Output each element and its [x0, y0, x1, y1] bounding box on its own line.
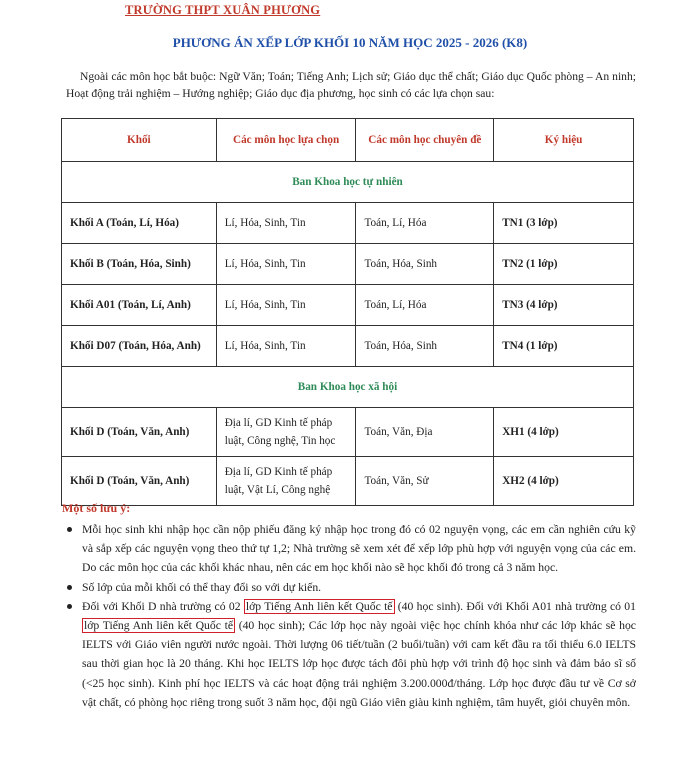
table-row [62, 457, 634, 506]
header-ky-hieu: Ký hiệu [494, 119, 634, 162]
highlight-box-intl-class: lớp Tiếng Anh liên kết Quốc tế [245, 599, 393, 613]
table-row [62, 408, 634, 457]
ky-hieu-cell: TN2 (1 lớp) [494, 244, 634, 285]
khoi-cell: Khối D (Toán, Văn, Anh) [62, 457, 217, 506]
header-khoi: Khối [62, 119, 217, 162]
lua-chon-cell: Lí, Hóa, Sinh, Tin [216, 203, 356, 244]
bullet-icon [67, 585, 72, 590]
lua-chon-line: luật, Công nghệ, Tin học [224, 435, 336, 447]
table-row [62, 285, 634, 326]
lua-chon-line: luật, Vật Lí, Công nghệ [224, 484, 331, 496]
bullet-icon [67, 527, 72, 532]
khoi-cell: Khối A01 (Toán, Lí, Anh) [62, 285, 217, 326]
lua-chon-cell: Lí, Hóa, Sinh, Tin [216, 285, 356, 326]
lua-chon-cell: Lí, Hóa, Sinh, Tin [216, 244, 356, 285]
intro-paragraph: Ngoài các môn học bắt buộc: Ngữ Văn; Toán; Tiếng Anh; Lịch sử; Giáo dục thể chất; Giáo dục Quốc phòng – An ninh; Hoạt động trải nghiệm – Hướng nghiệp; Giáo dục địa phương, học sinh có các lựa chọn sau: [66, 70, 636, 100]
khoi-cell: Khối A (Toán, Lí, Hóa) [62, 203, 217, 244]
chuyen-de-cell: Toán, Văn, Sử [356, 457, 494, 506]
chuyen-de-cell: Toán, Hóa, Sinh [356, 326, 494, 367]
notes-list [62, 520, 636, 712]
chuyen-de-cell: Toán, Hóa, Sinh [356, 244, 494, 285]
table-row [62, 203, 634, 244]
chuyen-de-cell: Toán, Lí, Hóa [356, 285, 494, 326]
lua-chon-cell: Lí, Hóa, Sinh, Tin [216, 326, 356, 367]
khoi-cell: Khối D07 (Toán, Hóa, Anh) [62, 326, 217, 367]
note-text: Đối với Khối D nhà trường có 02 [82, 599, 244, 613]
highlight-box-intl-class: lớp Tiếng Anh liên kết Quốc tế [84, 619, 234, 633]
table-header-row [62, 119, 634, 162]
note-text: Số lớp của mỗi khối có thể thay đổi so với dự kiến. [82, 580, 322, 594]
school-name: TRƯỜNG THPT XUÂN PHƯƠNG [125, 3, 321, 17]
table-row [62, 326, 634, 367]
list-item [62, 520, 636, 578]
ky-hieu-cell: XH2 (4 lớp) [494, 457, 634, 506]
lua-chon-line: Địa lí, GD Kinh tế pháp [224, 466, 333, 478]
page-title: PHƯƠNG ÁN XẾP LỚP KHỐI 10 NĂM HỌC 2025 - 2026 (K8) [172, 35, 528, 50]
ky-hieu-cell: TN1 (3 lớp) [494, 203, 634, 244]
note-text: (40 học sinh); Các lớp học này ngoài việc học chính khóa như các lớp khác sẽ học IELTS với Giáo viên người nước ngoài. Thời lượng 06 tiết/tuần (2 buổi/tuần) với cam kết đầu ra tối thiểu 6.0 IELTS sau thời gian học là 20 tháng. Khi học IELTS lớp học được tách đôi phù hợp với trình độ học sinh và đảm bảo sĩ số (<25 học sinh). Kinh phí học IELTS và các hoạt động trải nghiệm 3.200.000đ/tháng. Lớp học được đầu tư về Cơ sở vật chất, có phòng học riêng trong suốt 3 năm học, đội ngũ Giáo viên giàu kinh nghiệm, tâm huyết, giỏi chuyên môn. [82, 619, 636, 709]
bullet-icon [67, 604, 72, 609]
lua-chon-line: Địa lí, GD Kinh tế pháp [224, 417, 333, 429]
section-row-social [62, 367, 634, 408]
ky-hieu-cell: TN4 (1 lớp) [494, 326, 634, 367]
chuyen-de-cell: Toán, Văn, Địa [356, 408, 494, 457]
class-arrangement-table [61, 118, 634, 506]
ky-hieu-cell: XH1 (4 lớp) [494, 408, 634, 457]
list-item [62, 597, 636, 712]
notes-title: Một số lưu ý: [62, 501, 131, 515]
header-lua-chon: Các môn học lựa chọn [216, 119, 356, 162]
list-item [62, 578, 636, 597]
lua-chon-cell [216, 408, 356, 457]
note-text: Mỗi học sinh khi nhập học cần nộp phiếu đăng ký nhập học trong đó có 02 nguyện vọng, các em cần nghiên cứu kỹ và sắp xếp các nguyện vọng theo thứ tự 1,2; Nhà trường sẽ xem xét để xếp lớp phù hợp với nguyện vọng của các em. Do các môn học của các khối khác nhau, nên các em học khối nào sẽ học khối đó trong cả 3 năm học. [82, 523, 636, 575]
section-natural-label: Ban Khoa học tự nhiên [62, 162, 634, 203]
ky-hieu-cell: TN3 (4 lớp) [494, 285, 634, 326]
khoi-cell: Khối D (Toán, Văn, Anh) [62, 408, 217, 457]
note-text: (40 học sinh). Đối với Khối A01 nhà trường có 01 [394, 599, 636, 613]
lua-chon-cell [216, 457, 356, 506]
section-row-natural [62, 162, 634, 203]
header-chuyen-de: Các môn học chuyên đề [356, 119, 494, 162]
chuyen-de-cell: Toán, Lí, Hóa [356, 203, 494, 244]
table-row [62, 244, 634, 285]
khoi-cell: Khối B (Toán, Hóa, Sinh) [62, 244, 217, 285]
section-social-label: Ban Khoa học xã hội [62, 367, 634, 408]
